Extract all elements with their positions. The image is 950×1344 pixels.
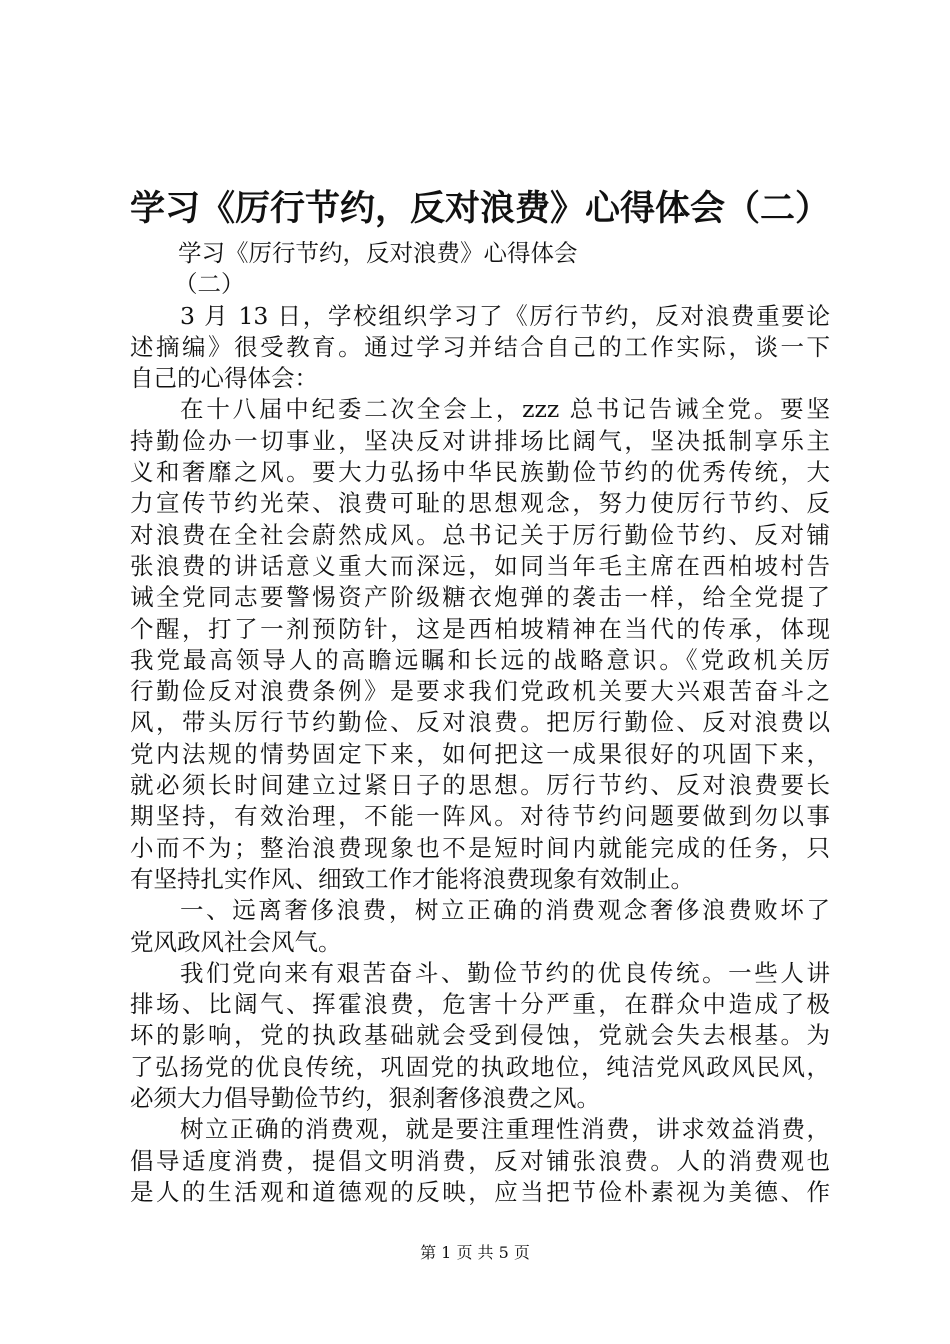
paragraph-line: 坏的影响，党的执政基础就会受到侵蚀，党就会失去根基。为: [130, 1021, 830, 1050]
paragraph-line: 张浪费的讲话意义重大而深远，如同当年毛主席在西柏坡村告: [130, 551, 830, 580]
paragraph-line: 对浪费在全社会蔚然成风。总书记关于厉行勤俭节约、反对铺: [130, 520, 830, 549]
paragraph-line: 排场、比阔气、挥霍浪费，危害十分严重，在群众中造成了极: [130, 990, 830, 1019]
paragraph-line: 行勤俭反对浪费条例》是要求我们党政机关要大兴艰苦奋斗之: [130, 677, 830, 706]
paragraph-line: 我们党向来有艰苦奋斗、勤俭节约的优良传统。一些人讲: [180, 958, 830, 987]
section-heading-line: 党风政风社会风气。: [130, 927, 342, 956]
document-subtitle-paren: （二）: [174, 270, 245, 299]
page-number-footer: 第 1 页 共 5 页: [420, 1243, 530, 1262]
document-subtitle: 学习《厉行节约，反对浪费》心得体会: [178, 239, 578, 267]
paragraph-line: 力宣传节约光荣、浪费可耻的思想观念，努力使厉行节约、反: [130, 489, 830, 518]
paragraph-line: 小而不为；整治浪费现象也不是短时间内就能完成的任务，只: [130, 833, 830, 862]
paragraph-line: 期坚持，有效治理，不能一阵风。对待节约问题要做到勿以事: [130, 802, 830, 831]
document-title: 学习《厉行节约，反对浪费》心得体会（二）: [130, 189, 831, 229]
paragraph-line: 倡导适度消费，提倡文明消费，反对铺张浪费。人的消费观也: [130, 1146, 830, 1175]
paragraph-line: 自己的心得体会：: [130, 364, 318, 393]
paragraph-line: 诫全党同志要警惕资产阶级糖衣炮弹的袭击一样，给全党提了: [130, 583, 830, 612]
paragraph-line: 述摘编》很受教育。通过学习并结合自己的工作实际，谈一下: [130, 332, 830, 361]
paragraph-line: 风，带头厉行节约勤俭、反对浪费。把厉行勤俭、反对浪费以: [130, 708, 830, 737]
paragraph-line: 了弘扬党的优良传统，巩固党的执政地位，纯洁党风政风民风，: [130, 1052, 830, 1081]
paragraph-line: 必须大力倡导勤俭节约，狠刹奢侈浪费之风。: [130, 1084, 600, 1113]
document-body: [130, 238, 830, 1208]
paragraph-line: 就必须长时间建立过紧日子的思想。厉行节约、反对浪费要长: [130, 771, 830, 800]
paragraph-line: 树立正确的消费观，就是要注重理性消费，讲求效益消费，: [180, 1115, 830, 1144]
paragraph-line: 3 月 13 日，学校组织学习了《厉行节约，反对浪费重要论: [180, 301, 830, 330]
paragraph-line: 党内法规的情势固定下来，如何把这一成果很好的巩固下来，: [130, 739, 830, 768]
paragraph-line: 在十八届中纪委二次全会上，zzz 总书记告诫全党。要坚: [180, 395, 830, 424]
paragraph-line: 是人的生活观和道德观的反映，应当把节俭朴素视为美德、作: [130, 1177, 830, 1206]
paragraph-line: 义和奢靡之风。要大力弘扬中华民族勤俭节约的优秀传统，大: [130, 458, 830, 487]
paragraph-line: 有坚持扎实作风、细致工作才能将浪费现象有效制止。: [130, 864, 694, 893]
paragraph-line: 个醒，打了一剂预防针，这是西柏坡精神在当代的传承，体现: [130, 614, 830, 643]
section-heading-line: 一、远离奢侈浪费，树立正确的消费观念奢侈浪费败坏了: [180, 896, 830, 925]
paragraph-line: 我党最高领导人的高瞻远瞩和长远的战略意识。《党政机关厉: [130, 645, 830, 674]
paragraph-line: 持勤俭办一切事业，坚决反对讲排场比阔气，坚决抵制享乐主: [130, 426, 830, 455]
